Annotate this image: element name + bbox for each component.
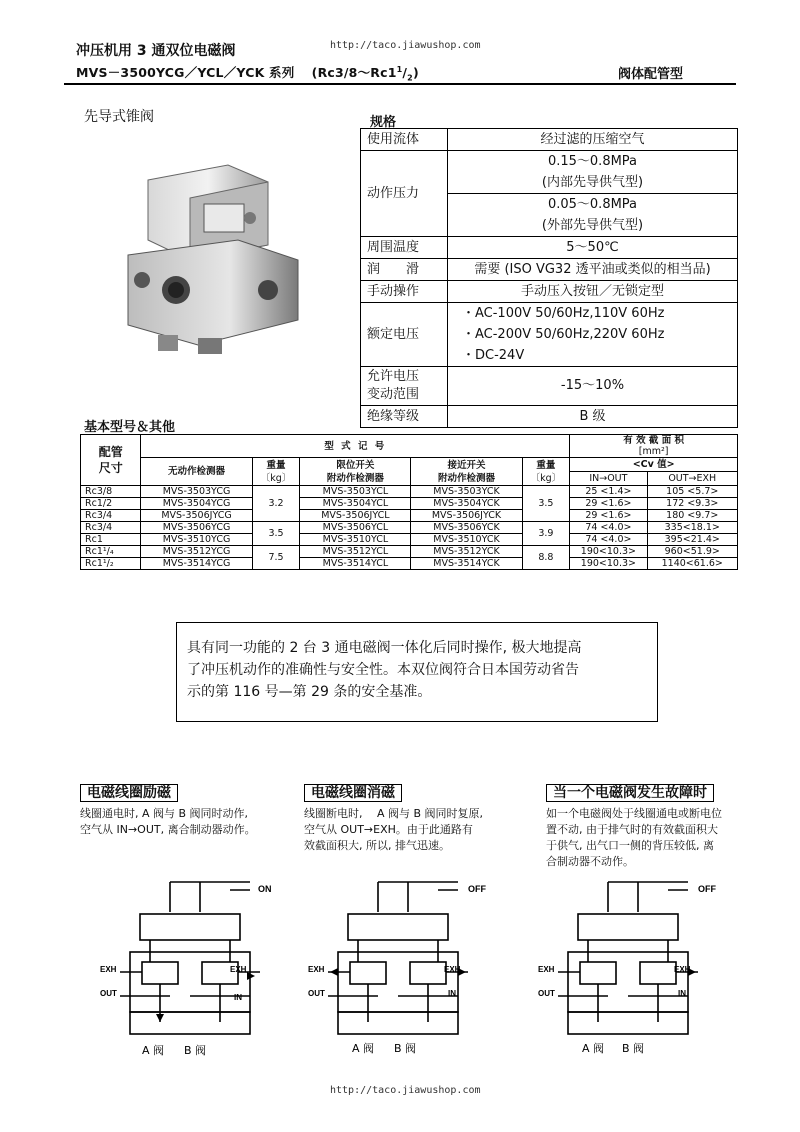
spec-value: -15～10% [448,367,738,406]
diagram-failure [538,872,718,1064]
valve-a-label: A 阀 [352,1042,375,1055]
series-title-slash: / [402,65,408,80]
valve-b-label: B 阀 [184,1044,207,1057]
table-cell-a: 74 <4.0> [570,522,647,534]
description-line: 了冲压机动作的准确性与安全性。本双位阀符合日本国劳动省告 [187,662,579,678]
section-deenergized [304,782,514,854]
series-title-sup: 1 [396,64,403,74]
table-cell-port: Rc1 [81,534,141,546]
diagram-deenergized [308,872,488,1064]
spec-key-line: 变动范围 [367,387,420,402]
header-out-exh: OUT→EXH [647,472,738,486]
table-cell-weight: 3.2 [252,486,300,522]
section-title: 电磁线圈消磁 [304,784,402,802]
header-port-line: 尺寸 [98,461,123,475]
table-cell-nd: MVS-3514YCG [141,558,252,570]
port-out-label: OUT [538,989,555,998]
section-title: 当一个电磁阀发生故障时 [546,784,714,802]
table-cell-px: MVS-3512YCK [411,546,522,558]
section-title: 电磁线圈励磁 [80,784,178,802]
port-in-label: IN [678,989,686,998]
spec-value: ・AC-200V 50/60Hz,220V 60Hz [448,324,738,345]
header-weight [252,458,300,486]
table-cell-b: 172 <9.3> [647,498,738,510]
diagram-energized [100,872,280,1064]
header-model: 型 式 记 号 [141,435,570,458]
description-line: 具有同一功能的 2 台 3 通电磁阀一体化后同时操作, 极大地提高 [187,640,582,656]
table-cell-nd: MVS-3512YCG [141,546,252,558]
port-in-label: IN [448,989,456,998]
state-label: OFF [468,884,486,894]
spec-key: 额定电压 [361,303,448,367]
section-note [80,806,280,838]
spec-table [360,128,738,428]
table-cell-a: 29 <1.6> [570,498,647,510]
table-cell-ls: MVS-3506JYCL [300,510,411,522]
header-prox-line: 附动作检测器 [437,472,495,484]
header-weight-line: 〔kg〕 [530,472,562,484]
table-cell-px: MVS-3504YCK [411,498,522,510]
header-divider [64,83,736,85]
spec-value: 0.05～0.8MPa [448,194,738,216]
product-subtitle: 先导式锥阀 [84,109,154,125]
port-exh-label: EXH [444,965,461,974]
table-cell-ls: MVS-3514YCL [300,558,411,570]
top-url: http://taco.jiawushop.com [330,40,481,51]
spec-value: (外部先导供气型) [448,215,738,237]
spec-key: 使用流体 [361,129,448,151]
note-line: 线圈断电时, A 阀与 B 阀同时复原, [304,807,484,820]
table-cell-nd: MVS-3506JYCG [141,510,252,522]
header-weight-line: 〔kg〕 [260,472,292,484]
table-cell-nd: MVS-3504YCG [141,498,252,510]
note-line: 空气从 IN→OUT, 离合制动器动作。 [80,823,256,836]
header-weight-line: 重量 [266,459,286,471]
spec-key: 周围温度 [361,237,448,259]
series-title-main: MVS－3500YCG／YCL／YCK 系列 (Rc3/8～Rc1 [76,65,397,80]
table-cell-px: MVS-3506YCK [411,522,522,534]
table-cell-b: 105 <5.7> [647,486,738,498]
models-table [80,434,738,570]
table-cell-port: Rc3/4 [81,522,141,534]
port-exh-label: EXH [308,965,325,974]
table-cell-a: 190<10.3> [570,546,647,558]
table-cell-weight: 7.5 [252,546,300,570]
valve-a-label: A 阀 [142,1044,165,1057]
header-cv: <Cv 值> [570,458,738,472]
port-exh-label: EXH [100,965,117,974]
section-note [304,806,514,854]
header-weight-line: 重量 [536,459,556,471]
note-line: 合制动器不动作。 [546,855,634,868]
table-cell-ls: MVS-3504YCL [300,498,411,510]
section-failure [546,782,746,870]
port-out-label: OUT [308,989,325,998]
table-cell-weight: 3.5 [522,486,570,522]
table-cell-ls: MVS-3510YCL [300,534,411,546]
table-cell-port: Rc1¹/₂ [81,558,141,570]
port-in-label: IN [234,993,242,1002]
header-limit-line: 限位开关 [336,459,375,471]
table-cell-weight: 3.5 [252,522,300,546]
header-area [570,435,738,458]
bottom-url: http://taco.jiawushop.com [330,1085,481,1096]
spec-key: 绝缘等级 [361,406,448,428]
spec-value: ・AC-100V 50/60Hz,110V 60Hz [448,303,738,325]
table-cell-weight: 3.9 [522,522,570,546]
header-area-line: [mm²] [638,446,669,457]
note-line: 置不动, 由于排气时的有效截面积大 [546,823,718,836]
series-title-sub: 2 [407,73,413,83]
series-title [76,63,419,83]
table-cell-ls: MVS-3512YCL [300,546,411,558]
header-prox-line: 接近开关 [447,459,486,471]
header-port [81,435,141,486]
table-cell-nd: MVS-3506YCG [141,522,252,534]
spec-key: 动作压力 [361,151,448,237]
table-cell-a: 25 <1.4> [570,486,647,498]
models-title: 基本型号＆其他 [84,420,176,435]
spec-key-line: 允许电压 [367,369,420,384]
spec-key: 手动操作 [361,281,448,303]
table-cell-b: 335<18.1> [647,522,738,534]
port-exh-label: EXH [538,965,555,974]
table-cell-ls: MVS-3503YCL [300,486,411,498]
note-line: 于供气, 出气口一侧的背压较低, 离 [546,839,714,852]
table-cell-port: Rc3/8 [81,486,141,498]
note-line: 空气从 OUT→EXH。由于此通路有 [304,823,473,836]
valve-photo [118,160,308,360]
state-label: ON [258,884,272,894]
header-limit [300,458,411,486]
section-energized [80,782,280,838]
table-cell-b: 180 <9.7> [647,510,738,522]
table-cell-port: Rc1/2 [81,498,141,510]
description-box [176,622,658,722]
series-title-close: ) [412,65,419,80]
table-cell-px: MVS-3514YCK [411,558,522,570]
note-line: 如一个电磁阀处于线圈通电或断电位 [546,807,722,820]
table-cell-nd: MVS-3510YCG [141,534,252,546]
state-label: OFF [698,884,716,894]
spec-value: B 级 [448,406,738,428]
header-weight [522,458,570,486]
port-exh-label: EXH [674,965,691,974]
description-line: 示的第 116 号—第 29 条的安全基准。 [187,684,432,700]
table-cell-b: 395<21.4> [647,534,738,546]
spec-value: 经过滤的压缩空气 [448,129,738,151]
header-in-out: IN→OUT [570,472,647,486]
header-area-line: 有 效 截 面 积 [623,435,684,446]
table-cell-b: 960<51.9> [647,546,738,558]
note-line: 线圈通电时, A 阀与 B 阀同时动作, [80,807,249,820]
table-cell-weight: 8.8 [522,546,570,570]
valve-b-label: B 阀 [394,1042,417,1055]
table-cell-a: 74 <4.0> [570,534,647,546]
table-cell-nd: MVS-3503YCG [141,486,252,498]
spec-value: (内部先导供气型) [448,172,738,194]
header-limit-line: 附动作检测器 [326,472,384,484]
table-cell-px: MVS-3503YCK [411,486,522,498]
table-cell-port: Rc3/4 [81,510,141,522]
table-cell-px: MVS-3510YCK [411,534,522,546]
note-line: 效截面积大, 所以, 排气迅速。 [304,839,450,852]
header-nodetect: 无动作检测器 [141,458,252,486]
spec-value: 手动压入按钮／无锁定型 [448,281,738,303]
table-cell-port: Rc1¹/₄ [81,546,141,558]
page-title: 冲压机用 3 通双位电磁阀 [76,43,236,59]
header-port-line: 配管 [98,445,123,459]
spec-value: 5～50℃ [448,237,738,259]
valve-b-label: B 阀 [622,1042,645,1055]
valve-a-label: A 阀 [582,1042,605,1055]
spec-title: 规格 [370,115,397,130]
table-cell-ls: MVS-3506YCL [300,522,411,534]
section-note [546,806,746,870]
header-prox [411,458,522,486]
table-cell-px: MVS-3506JYCK [411,510,522,522]
spec-value: ・DC-24V [448,345,738,367]
table-cell-a: 190<10.3> [570,558,647,570]
port-exh-label: EXH [230,965,247,974]
spec-key [361,367,448,406]
spec-key: 润 滑 [361,259,448,281]
table-cell-b: 1140<61.6> [647,558,738,570]
category-label: 阀体配管型 [618,67,684,82]
table-cell-a: 29 <1.6> [570,510,647,522]
spec-value: 0.15～0.8MPa [448,151,738,173]
port-out-label: OUT [100,989,117,998]
spec-value: 需要 (ISO VG32 透平油或类似的相当品) [448,259,738,281]
